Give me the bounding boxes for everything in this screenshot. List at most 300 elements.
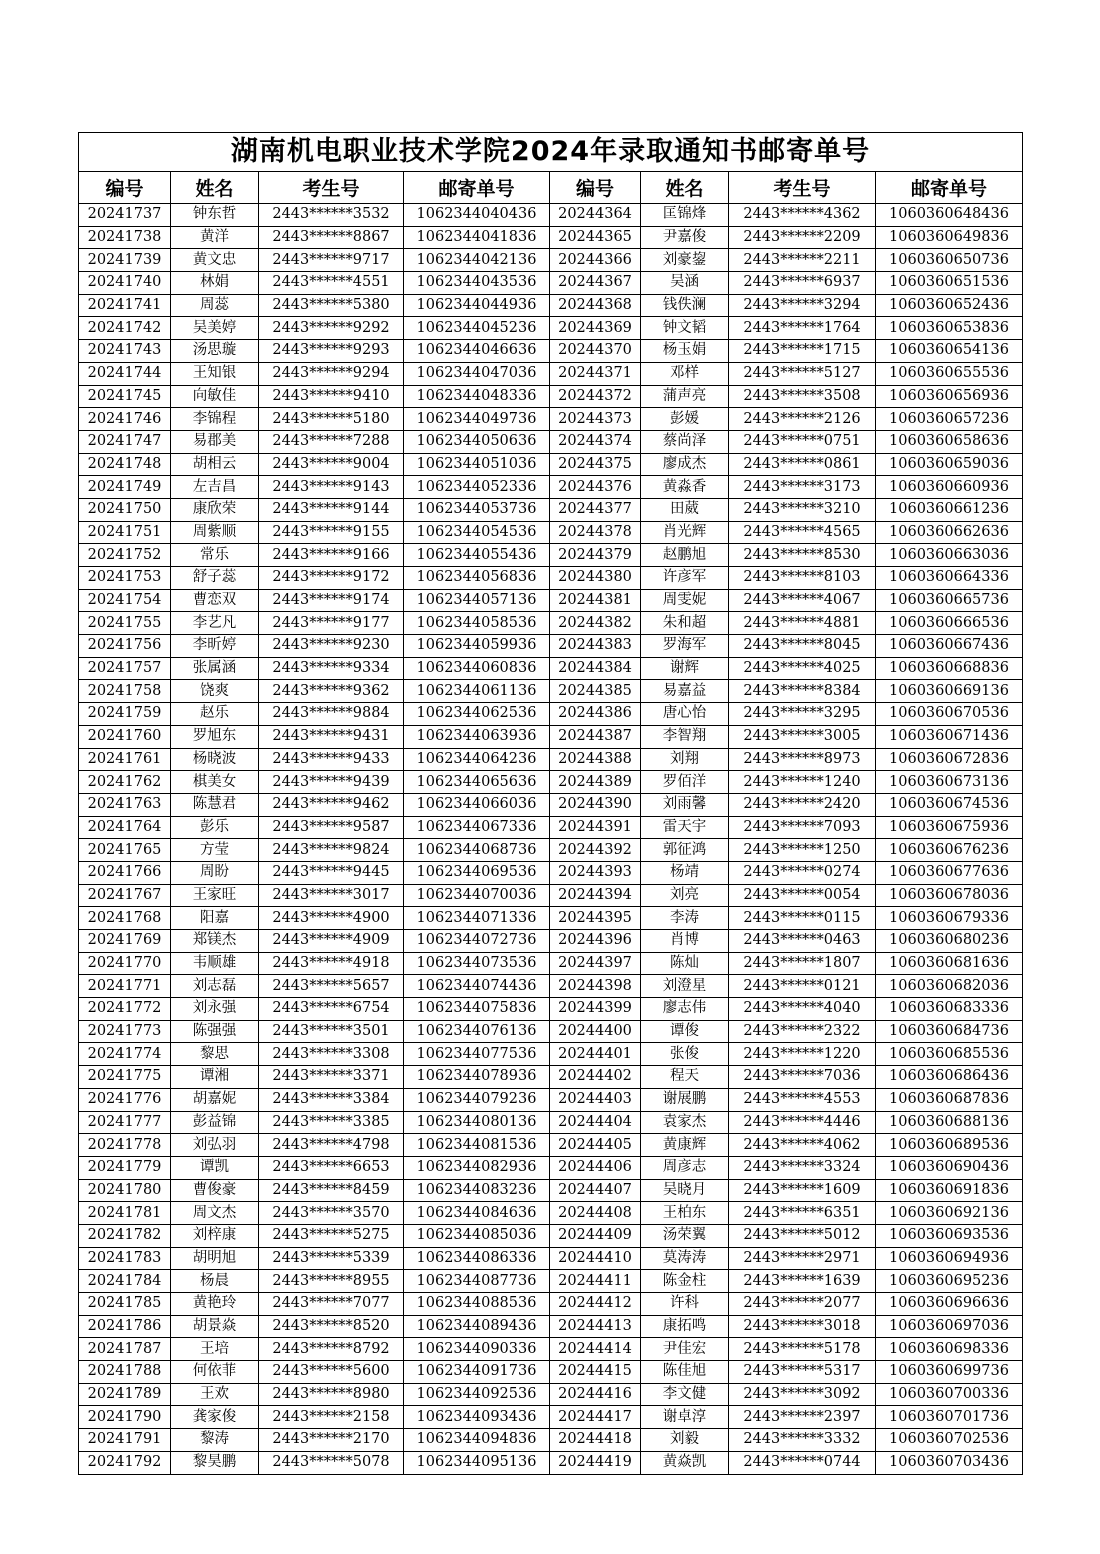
cell-name: 彭乐	[171, 816, 259, 839]
cell-mail-number: 1062344063936	[404, 725, 550, 748]
cell-mail-number: 1062344056836	[404, 567, 550, 590]
cell-mail-number: 1062344074436	[404, 975, 550, 998]
cell-mail-number-2: 1060360673136	[876, 771, 1023, 794]
cell-name-2: 周彦志	[641, 1156, 729, 1179]
table-row	[79, 317, 1023, 340]
cell-name: 康欣荣	[171, 498, 259, 521]
cell-exam-id-2: 2443******4040	[729, 998, 876, 1021]
cell-name: 刘志磊	[171, 975, 259, 998]
cell-mail-number-2: 1060360701736	[876, 1406, 1023, 1429]
table-row	[79, 340, 1023, 363]
cell-name-2: 谭俊	[641, 1020, 729, 1043]
cell-exam-id-2: 2443******0861	[729, 453, 876, 476]
cell-exam-id: 2443******4909	[259, 930, 404, 953]
cell-number-2: 20244383	[550, 635, 641, 658]
cell-number-2: 20244384	[550, 657, 641, 680]
cell-name-2: 陈灿	[641, 952, 729, 975]
cell-name: 谭凯	[171, 1156, 259, 1179]
cell-number: 20241753	[79, 567, 171, 590]
table-row	[79, 1043, 1023, 1066]
cell-name-2: 唐心怡	[641, 703, 729, 726]
cell-name: 周紫顺	[171, 521, 259, 544]
table-row	[79, 272, 1023, 295]
table-row	[79, 907, 1023, 930]
cell-number: 20241744	[79, 362, 171, 385]
cell-exam-id: 2443******9143	[259, 476, 404, 499]
table-row	[79, 521, 1023, 544]
cell-exam-id-2: 2443******3018	[729, 1315, 876, 1338]
table-row	[79, 839, 1023, 862]
cell-number-2: 20244414	[550, 1338, 641, 1361]
cell-mail-number: 1062344083236	[404, 1179, 550, 1202]
cell-mail-number-2: 1060360684736	[876, 1020, 1023, 1043]
cell-number-2: 20244367	[550, 272, 641, 295]
cell-exam-id-2: 2443******3295	[729, 703, 876, 726]
cell-mail-number-2: 1060360693536	[876, 1224, 1023, 1247]
cell-mail-number-2: 1060360687836	[876, 1088, 1023, 1111]
cell-mail-number-2: 1060360685536	[876, 1043, 1023, 1066]
cell-exam-id-2: 2443******2211	[729, 249, 876, 272]
table-row	[79, 1338, 1023, 1361]
cell-exam-id-2: 2443******8530	[729, 544, 876, 567]
cell-name: 杨晨	[171, 1270, 259, 1293]
cell-number-2: 20244378	[550, 521, 641, 544]
cell-mail-number-2: 1060360692136	[876, 1202, 1023, 1225]
cell-exam-id-2: 2443******5178	[729, 1338, 876, 1361]
cell-number-2: 20244390	[550, 793, 641, 816]
cell-exam-id-2: 2443******4362	[729, 204, 876, 227]
cell-mail-number: 1062344090336	[404, 1338, 550, 1361]
cell-name: 彭益锦	[171, 1111, 259, 1134]
cell-exam-id-2: 2443******2322	[729, 1020, 876, 1043]
cell-name-2: 郭征鸿	[641, 839, 729, 862]
cell-mail-number-2: 1060360675936	[876, 816, 1023, 839]
cell-exam-id-2: 2443******7036	[729, 1066, 876, 1089]
table-row	[79, 1066, 1023, 1089]
cell-exam-id: 2443******2158	[259, 1406, 404, 1429]
cell-mail-number: 1062344044936	[404, 294, 550, 317]
cell-exam-id-2: 2443******3508	[729, 385, 876, 408]
cell-number-2: 20244386	[550, 703, 641, 726]
cell-exam-id-2: 2443******4881	[729, 612, 876, 635]
cell-mail-number: 1062344061136	[404, 680, 550, 703]
cell-number: 20241762	[79, 771, 171, 794]
cell-name-2: 许科	[641, 1293, 729, 1316]
cell-mail-number: 1062344069536	[404, 861, 550, 884]
cell-mail-number: 1062344059936	[404, 635, 550, 658]
cell-mail-number: 1062344089436	[404, 1315, 550, 1338]
table-row	[79, 635, 1023, 658]
cell-mail-number: 1062344072736	[404, 930, 550, 953]
cell-number: 20241788	[79, 1361, 171, 1384]
cell-number-2: 20244394	[550, 884, 641, 907]
cell-number-2: 20244368	[550, 294, 641, 317]
cell-mail-number-2: 1060360649836	[876, 226, 1023, 249]
cell-exam-id: 2443******9293	[259, 340, 404, 363]
cell-mail-number: 1062344046636	[404, 340, 550, 363]
cell-name: 韦顺雄	[171, 952, 259, 975]
cell-exam-id: 2443******9155	[259, 521, 404, 544]
cell-number: 20241786	[79, 1315, 171, 1338]
cell-mail-number-2: 1060360652436	[876, 294, 1023, 317]
cell-mail-number: 1062344062536	[404, 703, 550, 726]
table-row	[79, 476, 1023, 499]
cell-name: 汤思璇	[171, 340, 259, 363]
cell-exam-id: 2443******8792	[259, 1338, 404, 1361]
cell-mail-number-2: 1060360690436	[876, 1156, 1023, 1179]
cell-name: 赵乐	[171, 703, 259, 726]
table-row	[79, 453, 1023, 476]
cell-mail-number-2: 1060360681636	[876, 952, 1023, 975]
cell-exam-id-2: 2443******6937	[729, 272, 876, 295]
cell-number: 20241748	[79, 453, 171, 476]
cell-number-2: 20244379	[550, 544, 641, 567]
cell-number-2: 20244407	[550, 1179, 641, 1202]
col-header-exam-id-2: 考生号	[729, 172, 876, 204]
cell-mail-number: 1062344086336	[404, 1247, 550, 1270]
cell-exam-id: 2443******9174	[259, 589, 404, 612]
cell-mail-number-2: 1060360664336	[876, 567, 1023, 590]
cell-name: 郑镁杰	[171, 930, 259, 953]
cell-name: 吴美婷	[171, 317, 259, 340]
cell-number: 20241747	[79, 430, 171, 453]
cell-exam-id: 2443******8980	[259, 1383, 404, 1406]
table-row	[79, 748, 1023, 771]
cell-name-2: 匡锦烽	[641, 204, 729, 227]
cell-mail-number: 1062344075836	[404, 998, 550, 1021]
table-row	[79, 1406, 1023, 1429]
cell-number: 20241756	[79, 635, 171, 658]
cell-mail-number: 1062344088536	[404, 1293, 550, 1316]
cell-exam-id: 2443******5078	[259, 1451, 404, 1474]
cell-exam-id: 2443******9717	[259, 249, 404, 272]
cell-name-2: 田葳	[641, 498, 729, 521]
cell-exam-id-2: 2443******2397	[729, 1406, 876, 1429]
cell-mail-number: 1062344040436	[404, 204, 550, 227]
cell-mail-number-2: 1060360677636	[876, 861, 1023, 884]
table-row	[79, 612, 1023, 635]
table-row	[79, 408, 1023, 431]
sheet-title: 湖南机电职业技术学院2024年录取通知书邮寄单号	[78, 132, 1023, 171]
cell-mail-number-2: 1060360702536	[876, 1429, 1023, 1452]
cell-name-2: 邓样	[641, 362, 729, 385]
cell-number: 20241783	[79, 1247, 171, 1270]
cell-name: 李锦程	[171, 408, 259, 431]
col-header-name-2: 姓名	[641, 172, 729, 204]
cell-number-2: 20244409	[550, 1224, 641, 1247]
cell-exam-id: 2443******9410	[259, 385, 404, 408]
cell-name-2: 尹佳宏	[641, 1338, 729, 1361]
cell-exam-id-2: 2443******8103	[729, 567, 876, 590]
cell-exam-id-2: 2443******1639	[729, 1270, 876, 1293]
cell-exam-id: 2443******3371	[259, 1066, 404, 1089]
cell-number: 20241767	[79, 884, 171, 907]
cell-exam-id: 2443******9587	[259, 816, 404, 839]
cell-mail-number-2: 1060360654136	[876, 340, 1023, 363]
cell-number: 20241782	[79, 1224, 171, 1247]
cell-mail-number: 1062344094836	[404, 1429, 550, 1452]
cell-name-2: 刘亮	[641, 884, 729, 907]
cell-number: 20241773	[79, 1020, 171, 1043]
cell-exam-id: 2443******3532	[259, 204, 404, 227]
cell-name: 黎思	[171, 1043, 259, 1066]
cell-number-2: 20244399	[550, 998, 641, 1021]
cell-name-2: 彭媛	[641, 408, 729, 431]
cell-mail-number: 1062344055436	[404, 544, 550, 567]
cell-name-2: 刘毅	[641, 1429, 729, 1452]
cell-name: 常乐	[171, 544, 259, 567]
cell-name-2: 黄淼香	[641, 476, 729, 499]
table-row	[79, 703, 1023, 726]
cell-number: 20241750	[79, 498, 171, 521]
cell-exam-id: 2443******9439	[259, 771, 404, 794]
cell-mail-number: 1062344085036	[404, 1224, 550, 1247]
cell-exam-id-2: 2443******0751	[729, 430, 876, 453]
cell-name-2: 谢辉	[641, 657, 729, 680]
cell-exam-id: 2443******4551	[259, 272, 404, 295]
cell-number: 20241776	[79, 1088, 171, 1111]
cell-number: 20241781	[79, 1202, 171, 1225]
cell-name-2: 蒲声亮	[641, 385, 729, 408]
cell-exam-id: 2443******3501	[259, 1020, 404, 1043]
cell-number: 20241764	[79, 816, 171, 839]
table-row	[79, 249, 1023, 272]
cell-name: 胡相云	[171, 453, 259, 476]
cell-mail-number-2: 1060360651536	[876, 272, 1023, 295]
cell-name-2: 刘翔	[641, 748, 729, 771]
cell-name-2: 谢展鹏	[641, 1088, 729, 1111]
cell-number: 20241763	[79, 793, 171, 816]
cell-mail-number-2: 1060360658636	[876, 430, 1023, 453]
cell-mail-number-2: 1060360655536	[876, 362, 1023, 385]
cell-number-2: 20244395	[550, 907, 641, 930]
cell-mail-number: 1062344084636	[404, 1202, 550, 1225]
cell-mail-number-2: 1060360662636	[876, 521, 1023, 544]
cell-exam-id-2: 2443******1250	[729, 839, 876, 862]
cell-mail-number: 1062344064236	[404, 748, 550, 771]
cell-name-2: 莫涛涛	[641, 1247, 729, 1270]
cell-number: 20241772	[79, 998, 171, 1021]
cell-mail-number: 1062344081536	[404, 1134, 550, 1157]
cell-number-2: 20244410	[550, 1247, 641, 1270]
cell-exam-id: 2443******9144	[259, 498, 404, 521]
cell-number-2: 20244419	[550, 1451, 641, 1474]
cell-name: 周蕊	[171, 294, 259, 317]
cell-exam-id-2: 2443******8384	[729, 680, 876, 703]
table-row	[79, 1293, 1023, 1316]
cell-mail-number-2: 1060360679336	[876, 907, 1023, 930]
table-row	[79, 544, 1023, 567]
cell-exam-id: 2443******9166	[259, 544, 404, 567]
cell-number-2: 20244413	[550, 1315, 641, 1338]
cell-name: 陈慧君	[171, 793, 259, 816]
cell-exam-id-2: 2443******0274	[729, 861, 876, 884]
cell-mail-number-2: 1060360686436	[876, 1066, 1023, 1089]
cell-mail-number: 1062344045236	[404, 317, 550, 340]
cell-name-2: 张俊	[641, 1043, 729, 1066]
cell-number-2: 20244364	[550, 204, 641, 227]
cell-mail-number-2: 1060360689536	[876, 1134, 1023, 1157]
cell-number: 20241775	[79, 1066, 171, 1089]
cell-name: 舒子蕊	[171, 567, 259, 590]
col-header-exam-id: 考生号	[259, 172, 404, 204]
table-row	[79, 952, 1023, 975]
cell-number: 20241780	[79, 1179, 171, 1202]
cell-name-2: 雷天宇	[641, 816, 729, 839]
cell-name: 王家旺	[171, 884, 259, 907]
cell-mail-number-2: 1060360699736	[876, 1361, 1023, 1384]
table-row	[79, 430, 1023, 453]
cell-number-2: 20244391	[550, 816, 641, 839]
cell-number: 20241787	[79, 1338, 171, 1361]
cell-exam-id: 2443******9431	[259, 725, 404, 748]
cell-mail-number: 1062344077536	[404, 1043, 550, 1066]
cell-exam-id: 2443******5380	[259, 294, 404, 317]
cell-name-2: 刘澄星	[641, 975, 729, 998]
cell-exam-id-2: 2443******1807	[729, 952, 876, 975]
cell-name: 何依菲	[171, 1361, 259, 1384]
cell-name-2: 谢卓淳	[641, 1406, 729, 1429]
cell-exam-id-2: 2443******2971	[729, 1247, 876, 1270]
cell-number: 20241740	[79, 272, 171, 295]
cell-mail-number: 1062344042136	[404, 249, 550, 272]
cell-mail-number-2: 1060360668836	[876, 657, 1023, 680]
cell-name-2: 陈金柱	[641, 1270, 729, 1293]
cell-mail-number-2: 1060360666536	[876, 612, 1023, 635]
cell-name-2: 许彦军	[641, 567, 729, 590]
cell-mail-number-2: 1060360656936	[876, 385, 1023, 408]
cell-exam-id: 2443******5275	[259, 1224, 404, 1247]
cell-number: 20241754	[79, 589, 171, 612]
cell-number-2: 20244401	[550, 1043, 641, 1066]
cell-name-2: 黄焱凯	[641, 1451, 729, 1474]
cell-mail-number: 1062344093436	[404, 1406, 550, 1429]
cell-name-2: 李文健	[641, 1383, 729, 1406]
table-row	[79, 589, 1023, 612]
cell-number-2: 20244371	[550, 362, 641, 385]
cell-name-2: 蔡尚泽	[641, 430, 729, 453]
cell-name-2: 肖博	[641, 930, 729, 953]
cell-mail-number-2: 1060360653836	[876, 317, 1023, 340]
cell-exam-id-2: 2443******1764	[729, 317, 876, 340]
table-row	[79, 998, 1023, 1021]
table-row	[79, 816, 1023, 839]
header-row	[79, 172, 1023, 204]
cell-mail-number-2: 1060360676236	[876, 839, 1023, 862]
cell-number-2: 20244370	[550, 340, 641, 363]
cell-name-2: 吴涵	[641, 272, 729, 295]
cell-name-2: 黄康辉	[641, 1134, 729, 1157]
cell-number: 20241742	[79, 317, 171, 340]
table-row	[79, 1088, 1023, 1111]
table-row	[79, 725, 1023, 748]
cell-name: 林娟	[171, 272, 259, 295]
cell-name-2: 吴晓月	[641, 1179, 729, 1202]
cell-name: 饶爽	[171, 680, 259, 703]
cell-mail-number-2: 1060360667436	[876, 635, 1023, 658]
table-row	[79, 1156, 1023, 1179]
cell-exam-id: 2443******3385	[259, 1111, 404, 1134]
cell-mail-number: 1062344041836	[404, 226, 550, 249]
cell-mail-number: 1062344067336	[404, 816, 550, 839]
cell-mail-number-2: 1060360669136	[876, 680, 1023, 703]
cell-number: 20241790	[79, 1406, 171, 1429]
cell-number: 20241758	[79, 680, 171, 703]
table-row	[79, 1247, 1023, 1270]
cell-name: 棋美女	[171, 771, 259, 794]
cell-number: 20241739	[79, 249, 171, 272]
cell-name: 龚家俊	[171, 1406, 259, 1429]
cell-exam-id-2: 2443******4062	[729, 1134, 876, 1157]
cell-number-2: 20244373	[550, 408, 641, 431]
cell-mail-number: 1062344052336	[404, 476, 550, 499]
cell-name: 方莹	[171, 839, 259, 862]
table-row	[79, 657, 1023, 680]
cell-mail-number-2: 1060360678036	[876, 884, 1023, 907]
cell-mail-number-2: 1060360663036	[876, 544, 1023, 567]
cell-mail-number: 1062344078936	[404, 1066, 550, 1089]
cell-name: 阳嘉	[171, 907, 259, 930]
cell-name-2: 康拓鸣	[641, 1315, 729, 1338]
cell-number-2: 20244387	[550, 725, 641, 748]
cell-mail-number-2: 1060360660936	[876, 476, 1023, 499]
cell-exam-id: 2443******9362	[259, 680, 404, 703]
cell-number: 20241741	[79, 294, 171, 317]
cell-exam-id-2: 2443******4553	[729, 1088, 876, 1111]
cell-exam-id: 2443******4798	[259, 1134, 404, 1157]
cell-name: 张属涵	[171, 657, 259, 680]
cell-name-2: 廖成杰	[641, 453, 729, 476]
cell-mail-number: 1062344091736	[404, 1361, 550, 1384]
cell-number: 20241755	[79, 612, 171, 635]
cell-name: 周盼	[171, 861, 259, 884]
cell-mail-number-2: 1060360661236	[876, 498, 1023, 521]
cell-exam-id: 2443******3384	[259, 1088, 404, 1111]
table-row	[79, 771, 1023, 794]
cell-number: 20241777	[79, 1111, 171, 1134]
cell-name-2: 朱和超	[641, 612, 729, 635]
cell-number-2: 20244375	[550, 453, 641, 476]
cell-name: 李昕婷	[171, 635, 259, 658]
cell-name: 周文杰	[171, 1202, 259, 1225]
cell-name: 黎昊鹏	[171, 1451, 259, 1474]
cell-number-2: 20244376	[550, 476, 641, 499]
cell-name: 胡明旭	[171, 1247, 259, 1270]
cell-name: 黄洋	[171, 226, 259, 249]
cell-exam-id: 2443******8459	[259, 1179, 404, 1202]
cell-mail-number: 1062344079236	[404, 1088, 550, 1111]
cell-mail-number-2: 1060360672836	[876, 748, 1023, 771]
cell-mail-number-2: 1060360703436	[876, 1451, 1023, 1474]
table-row	[79, 567, 1023, 590]
cell-name: 刘永强	[171, 998, 259, 1021]
cell-mail-number-2: 1060360670536	[876, 703, 1023, 726]
cell-exam-id-2: 2443******5317	[729, 1361, 876, 1384]
cell-exam-id-2: 2443******3173	[729, 476, 876, 499]
table-row	[79, 294, 1023, 317]
cell-mail-number-2: 1060360700336	[876, 1383, 1023, 1406]
cell-exam-id-2: 2443******0115	[729, 907, 876, 930]
cell-exam-id: 2443******5657	[259, 975, 404, 998]
cell-mail-number: 1062344068736	[404, 839, 550, 862]
cell-name: 王知银	[171, 362, 259, 385]
cell-name: 刘弘羽	[171, 1134, 259, 1157]
cell-mail-number-2: 1060360671436	[876, 725, 1023, 748]
cell-mail-number-2: 1060360694936	[876, 1247, 1023, 1270]
cell-mail-number: 1062344076136	[404, 1020, 550, 1043]
cell-mail-number: 1062344053736	[404, 498, 550, 521]
cell-mail-number-2: 1060360674536	[876, 793, 1023, 816]
